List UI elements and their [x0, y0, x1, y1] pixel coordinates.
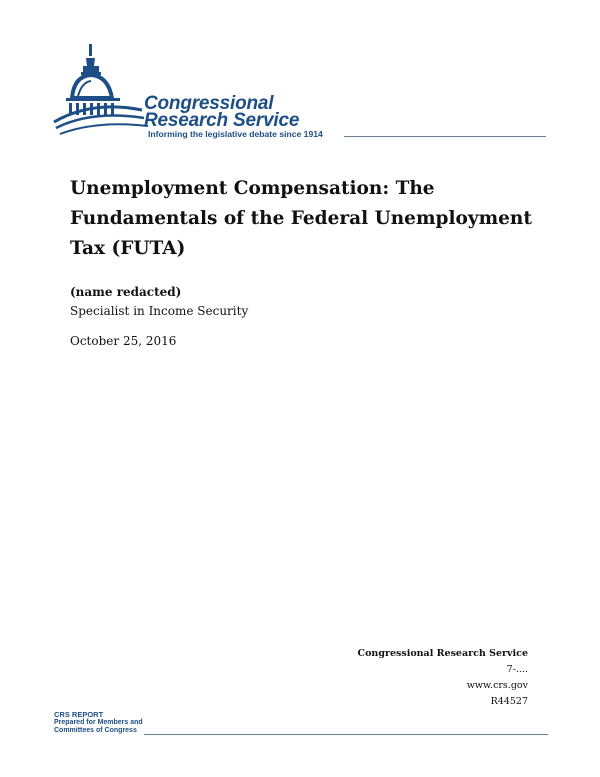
report-title: Unemployment Compensation: The Fundamentals of the Federal Unemployment Tax (FUTA)	[70, 178, 532, 259]
contact-block	[358, 646, 528, 710]
org-tagline: Informing the legislative debate since 1914	[148, 129, 323, 139]
footer-prepared-for: Prepared for Members and	[54, 719, 143, 726]
org-name-line2: Research Service	[144, 110, 300, 131]
report-date: October 25, 2016	[70, 334, 177, 348]
author-name: (name redacted)	[70, 285, 182, 299]
footer-crs-report: CRS REPORT	[54, 710, 104, 719]
contact-org: Congressional Research Service	[357, 648, 528, 659]
footer-committees: Committees of Congress	[54, 727, 137, 734]
contact-phone: 7-....	[506, 664, 528, 675]
org-name-line1: Congressional	[144, 93, 274, 114]
footer-divider	[144, 734, 548, 735]
author-role: Specialist in Income Security	[70, 304, 249, 318]
crs-logo	[52, 40, 552, 150]
footer	[54, 711, 548, 741]
report-number: R44527	[490, 696, 528, 707]
tagline-divider	[344, 136, 546, 137]
contact-website: www.crs.gov	[466, 680, 528, 691]
capitol-dome-icon	[52, 40, 152, 140]
